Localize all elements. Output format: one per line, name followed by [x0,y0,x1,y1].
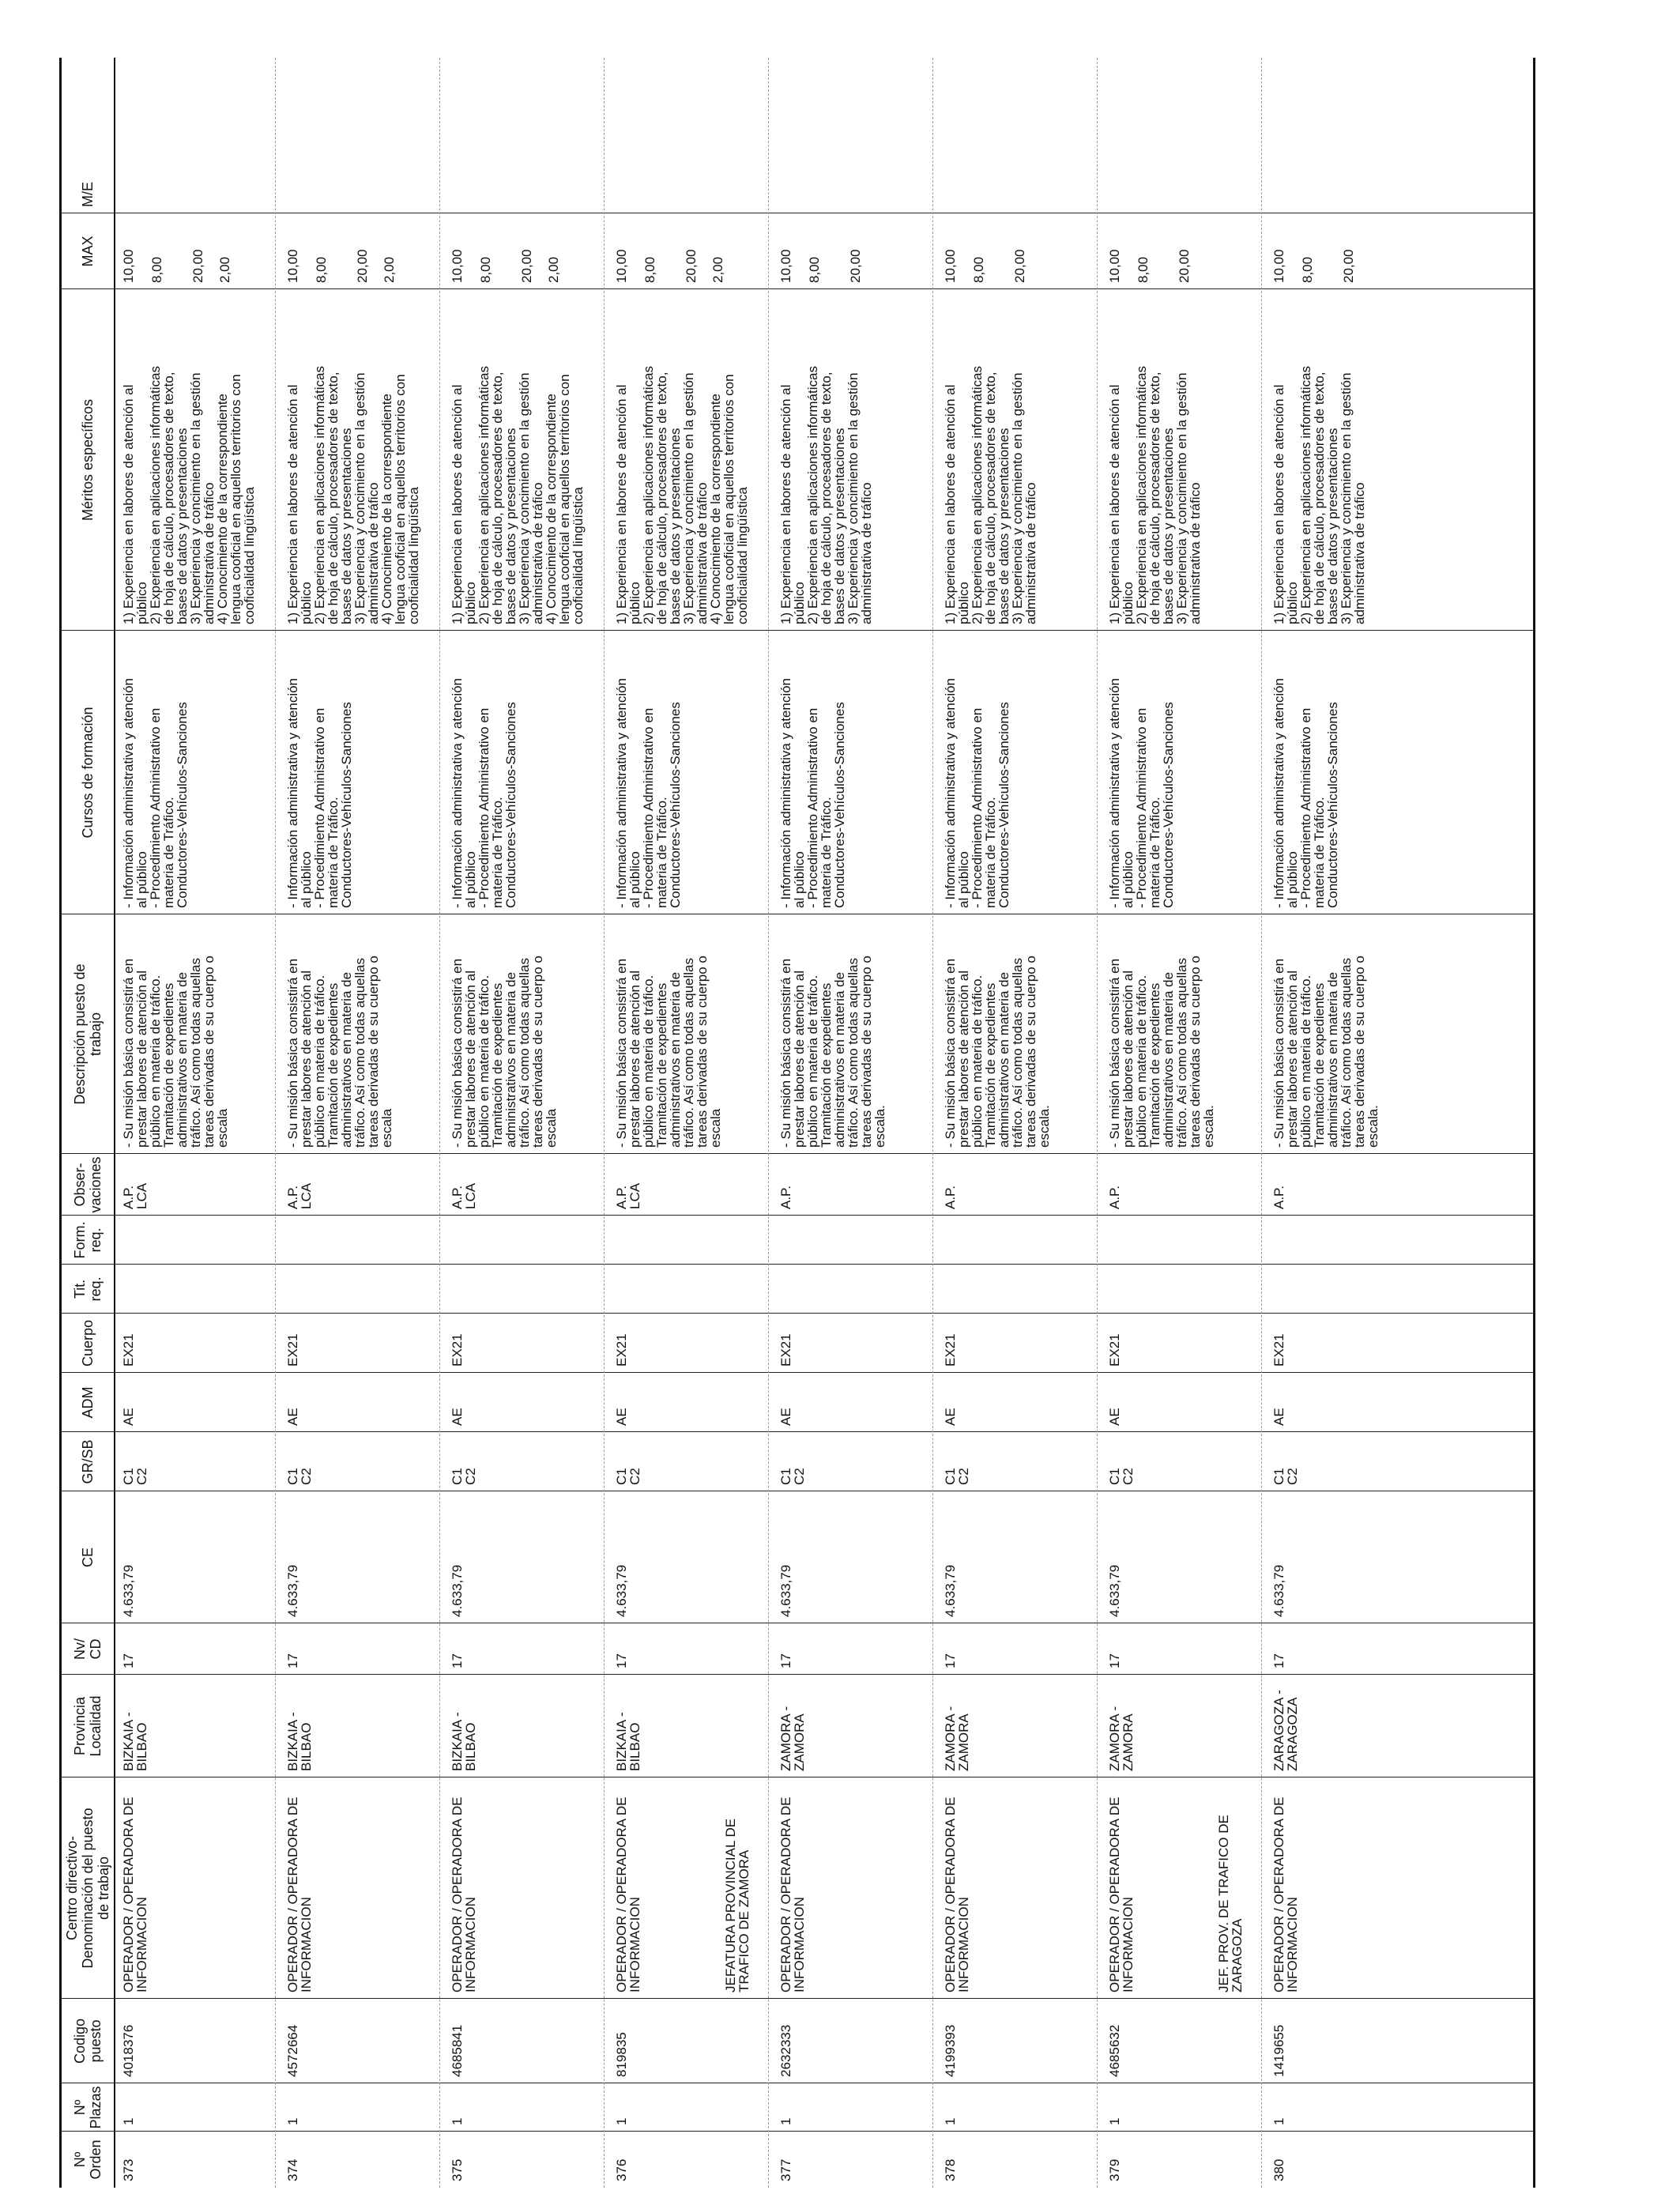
cell-meritos: 1) Experiencia en labores de atención al público 2) Experiencia en aplicaciones informáticas de hoja de cálculo, procesadores de texto, bases de datos y presentaciones 3) Experiencia y concimiento en la gestión administrativa de tráfico 4) Conocimiento de la correspondiente lengua cooficial en aquellos territorios con cooficialidad lingüística [614,366,750,624]
position-name: OPERADOR / OPERADORA DE INFORMACION [1107,1796,1136,1992]
cell-codigo: 4572664 [285,2024,300,2077]
header-obs: Obser- vaciones [72,1156,104,1213]
cell-ce: 4.633,79 [1107,1564,1122,1617]
cell-cuerpo: EX21 [778,1333,793,1367]
cell-obs: A.P. [943,1186,958,1209]
table-row [443,58,617,2188]
cell-adm: AE [1271,1408,1286,1426]
cell-orden: 376 [614,2158,629,2181]
cell-desc: - Su misión básica consistirá en prestar labores de atención al público en materia de tráfico. Tramitación de expedientes administrativos en materia de tráfico. Así como todas aquellas tareas derivadas de su cuerpo o escala. [778,956,887,1148]
positions-table [59,58,1535,2188]
max-score: 20,00 [1177,249,1192,283]
cell-centro [724,1751,806,1996]
cell-codigo: 819835 [614,2032,629,2077]
cell-plazas: 1 [285,2117,300,2125]
cell-adm: AE [1107,1408,1122,1426]
header-centro: Centro directivo- Denominación del puesto de trabajo [64,1808,111,1969]
cell-desc: - Su misión básica consistirá en prestar labores de atención al público en materia de tráfico. Tramitación de expedientes administrativos en materia de tráfico. Así como todas aquellas tareas derivadas de su cuerpo o escala [614,956,723,1148]
max-score: 10,00 [943,249,958,283]
cell-nivel: 17 [943,1653,958,1668]
cell-cuerpo: EX21 [1107,1333,1122,1367]
cell-meritos: 1) Experiencia en labores de atención al público 2) Experiencia en aplicaciones informáticas de hoja de cálculo, procesadores de texto, bases de datos y presentaciones 3) Experiencia y concimiento en la gestión administrativa de tráfico [778,366,874,624]
cell-provincia: ZAMORA - ZAMORA [1107,1706,1136,1771]
max-scores [1272,212,1414,286]
max-score: 10,00 [778,249,793,283]
max-score: 20,00 [1012,249,1027,283]
max-score: 2,00 [382,256,397,283]
cell-orden: 375 [450,2158,465,2181]
position-name: OPERADOR / OPERADORA DE INFORMACION [943,1796,971,1992]
cell-ce: 4.633,79 [943,1564,958,1617]
max-scores [450,212,593,286]
cell-grupo: C1 C2 [450,1468,478,1485]
table-row [114,58,288,2188]
cell-orden: 374 [285,2158,300,2181]
max-scores [1108,212,1250,286]
cell-nivel: 17 [778,1653,793,1668]
cell-desc: - Su misión básica consistirá en prestar labores de atención al público en materia de tráfico. Tramitación de expedientes administrativos en materia de tráfico. Así como todas aquellas tareas derivadas de su cuerpo o escala [121,956,230,1148]
cell-ce: 4.633,79 [285,1564,300,1617]
cell-cuerpo: EX21 [1271,1333,1286,1367]
max-score: 8,00 [642,256,657,283]
cell-grupo: C1 C2 [121,1468,149,1485]
max-scores [615,212,757,286]
cell-ce: 4.633,79 [121,1564,136,1617]
cell-orden: 373 [121,2158,136,2181]
table-row [936,58,1110,2188]
cell-grupo: C1 C2 [1107,1468,1136,1485]
max-scores [122,212,264,286]
max-score: 10,00 [450,249,465,283]
cell-provincia: BIZKAIA - BILBAO [285,1712,314,1771]
position-name: OPERADOR / OPERADORA DE INFORMACION [450,1796,478,1992]
header-tit: Tit. req. [72,1276,104,1302]
cell-cuerpo: EX21 [450,1333,465,1367]
cell-codigo: 4199393 [943,2024,958,2077]
cell-adm: AE [614,1408,629,1426]
cell-cursos: - Información administrativa y atención al público - Procedimiento Administrativo en materia de Tráfico. Conductores-Vehículos-Sanciones [1271,677,1340,908]
cell-obs: A.P. [1107,1186,1122,1209]
header-meritos: Méritos específicos [80,398,96,522]
max-score: 8,00 [314,256,329,283]
max-scores [944,212,1086,286]
cell-plazas: 1 [121,2117,136,2125]
cell-cursos: - Información administrativa y atención al público - Procedimiento Administrativo en materia de Tráfico. Conductores-Vehículos-Sanciones [285,677,354,908]
position-name: OPERADOR / OPERADORA DE INFORMACION [614,1796,642,1992]
row-separator [275,58,276,2188]
cell-desc: - Su misión básica consistirá en prestar labores de atención al público en materia de tráfico. Tramitación de expedientes administrativos en materia de tráfico. Así como todas aquellas tareas derivadas de su cuerpo o escala. [943,956,1052,1148]
max-score: 2,00 [546,256,561,283]
cell-ce: 4.633,79 [778,1564,793,1617]
cell-cursos: - Información administrativa y atención al público - Procedimiento Administrativo en materia de Tráfico. Conductores-Vehículos-Sanciones [1107,677,1176,908]
cell-meritos: 1) Experiencia en labores de atención al público 2) Experiencia en aplicaciones informáticas de hoja de cálculo, procesadores de texto, bases de datos y presentaciones 3) Experiencia y concimiento en la gestión administrativa de tráfico [1107,366,1203,624]
max-score: 10,00 [285,249,300,283]
cell-cursos: - Información administrativa y atención al público - Procedimiento Administrativo en materia de Tráfico. Conductores-Vehículos-Sanciones [121,677,190,908]
cell-provincia: BIZKAIA - BILBAO [450,1712,478,1771]
cell-provincia: BIZKAIA - BILBAO [614,1712,642,1771]
cell-orden: 380 [1271,2158,1286,2181]
row-separator [439,58,440,2188]
header-form: Form. req. [72,1221,104,1259]
cell-grupo: C1 C2 [1271,1468,1300,1485]
max-score: 10,00 [1107,249,1122,283]
cell-adm: AE [450,1408,465,1426]
cell-meritos: 1) Experiencia en labores de atención al público 2) Experiencia en aplicaciones informáticas de hoja de cálculo, procesadores de texto, bases de datos y presentaciones 3) Experiencia y concimiento en la gestión administrativa de tráfico [1271,366,1367,624]
cell-ce: 4.633,79 [1271,1564,1286,1617]
cell-plazas: 1 [614,2117,629,2125]
cell-centro [615,1751,642,1996]
cell-obs: A.P. LCA [121,1182,149,1209]
max-score: 20,00 [519,249,534,283]
header-codigo: Codigo puesto [72,2018,104,2064]
position-name: OPERADOR / OPERADORA DE INFORMACION [285,1796,314,1992]
cell-meritos: 1) Experiencia en labores de atención al público 2) Experiencia en aplicaciones informáticas de hoja de cálculo, procesadores de texto, bases de datos y presentaciones 3) Experiencia y concimiento en la gestión administrativa de tráfico 4) Conocimiento de la correspondiente lengua cooficial en aquellos territorios con cooficialidad lingüística [285,366,421,624]
cell-meritos: 1) Experiencia en labores de atención al público 2) Experiencia en aplicaciones informáticas de hoja de cálculo, procesadores de texto, bases de datos y presentaciones 3) Experiencia y concimiento en la gestión administrativa de tráfico 4) Conocimiento de la correspondiente lengua cooficial en aquellos territorios con cooficialidad lingüística [450,366,586,624]
cell-centro [122,1751,149,1996]
cell-grupo: C1 C2 [943,1468,971,1485]
cell-plazas: 1 [450,2117,465,2125]
cell-nivel: 17 [285,1653,300,1668]
position-name: OPERADOR / OPERADORA DE INFORMACION [778,1796,807,1992]
cell-cursos: - Información administrativa y atención al público - Procedimiento Administrativo en materia de Tráfico. Conductores-Vehículos-Sanciones [450,677,518,908]
max-score: 2,00 [710,256,725,283]
cell-adm: AE [943,1408,958,1426]
cell-cuerpo: EX21 [285,1333,300,1367]
header-cursos: Cursos de formación [80,707,96,839]
table-row [278,58,453,2188]
row-separator [604,58,605,2188]
header-max: MAX [80,236,96,267]
cell-provincia: ZAMORA - ZAMORA [778,1706,807,1771]
cell-codigo: 4018376 [121,2024,136,2077]
cell-obs: A.P. LCA [285,1182,314,1209]
cell-ce: 4.633,79 [614,1564,629,1617]
cell-obs: A.P. LCA [450,1182,478,1209]
row-separator [1097,58,1098,2188]
cell-obs: A.P. [778,1186,793,1209]
cell-centro [286,1751,313,1996]
header-plazas: Nº Plazas [72,2086,104,2129]
max-score: 10,00 [614,249,629,283]
cell-orden: 378 [943,2158,958,2181]
cell-grupo: C1 C2 [614,1468,642,1485]
cell-provincia: BIZKAIA - BILBAO [121,1712,149,1771]
cell-meritos: 1) Experiencia en labores de atención al público 2) Experiencia en aplicaciones informáticas de hoja de cálculo, procesadores de texto, bases de datos y presentaciones 3) Experiencia y concimiento en la gestión administrativa de tráfico [943,366,1038,624]
max-score: 2,00 [217,256,232,283]
header-ce: CE [80,1547,96,1568]
cell-cuerpo: EX21 [614,1333,629,1367]
cell-provincia: ZARAGOZA - ZARAGOZA [1271,1690,1300,1771]
max-score: 10,00 [121,249,136,283]
cell-plazas: 1 [778,2117,793,2125]
max-score: 20,00 [684,249,699,283]
cell-codigo: 2632333 [778,2024,793,2077]
cell-adm: AE [285,1408,300,1426]
cell-centro [944,1751,970,1996]
centro-group-label: JEF. PROV. DE TRAFICO DE ZARAGOZA [1216,1815,1245,1992]
cell-codigo: 4685632 [1107,2024,1122,2077]
header-provincia: Provincia Localidad [72,1695,104,1757]
cell-nivel: 17 [121,1653,136,1668]
cell-meritos: 1) Experiencia en labores de atención al público 2) Experiencia en aplicaciones informáticas de hoja de cálculo, procesadores de texto, bases de datos y presentaciones 3) Experiencia y concimiento en la gestión administrativa de tráfico 4) Conocimiento de la correspondiente lengua cooficial en aquellos territorios con cooficialidad lingüística [121,366,257,624]
table-header [62,58,115,2188]
cell-cuerpo: EX21 [943,1333,958,1367]
cell-plazas: 1 [1271,2117,1286,2125]
cell-codigo: 1419655 [1271,2024,1286,2077]
cell-adm: AE [121,1408,136,1426]
cell-plazas: 1 [943,2117,958,2125]
header-cuerpo: Cuerpo [80,1319,96,1367]
cell-orden: 379 [1107,2158,1122,2181]
header-adm: ADM [80,1386,96,1419]
header-grupo: GR/SB [80,1439,96,1484]
cell-cuerpo: EX21 [121,1333,136,1367]
table-row [723,58,946,2188]
table-row [1216,58,1439,2188]
max-scores [779,212,921,286]
header-nivel: Nv/ CD [72,1638,104,1660]
cell-desc: - Su misión básica consistirá en prestar labores de atención al público en materia de tráfico. Tramitación de expedientes administrativos en materia de tráfico. Así como todas aquellas tareas derivadas de su cuerpo o escala [450,956,559,1148]
max-score: 20,00 [355,249,370,283]
cell-cursos: - Información administrativa y atención al público - Procedimiento Administrativo en materia de Tráfico. Conductores-Vehículos-Sanciones [614,677,683,908]
cell-desc: - Su misión básica consistirá en prestar labores de atención al público en materia de tráfico. Tramitación de expedientes administrativos en materia de tráfico. Así como todas aquellas tareas derivadas de su cuerpo o escala. [1107,956,1216,1148]
max-score: 8,00 [971,256,986,283]
max-score: 8,00 [149,256,164,283]
centro-group-label: JEFATURA PROVINCIAL DE TRAFICO DE ZAMORA [723,1818,751,1992]
cell-orden: 377 [778,2158,793,2181]
max-score: 20,00 [848,249,863,283]
max-score: 8,00 [1136,256,1151,283]
max-score: 8,00 [807,256,822,283]
max-score: 20,00 [190,249,205,283]
cell-grupo: C1 C2 [778,1468,807,1485]
row-separator [932,58,933,2188]
cell-centro [1108,1751,1135,1996]
max-score: 10,00 [1271,249,1286,283]
cell-desc: - Su misión básica consistirá en prestar labores de atención al público en materia de tráfico. Tramitación de expedientes administrativos en materia de tráfico. Así como todas aquellas tareas derivadas de su cuerpo o escala. [1271,956,1381,1148]
cell-obs: A.P. [1271,1186,1286,1209]
max-score: 8,00 [1300,256,1315,283]
cell-centro [450,1751,477,1996]
cell-cursos: - Información administrativa y atención al público - Procedimiento Administrativo en materia de Tráfico. Conductores-Vehículos-Sanciones [778,677,847,908]
cell-codigo: 4685841 [450,2024,465,2077]
cell-nivel: 17 [1107,1653,1122,1668]
cell-desc: - Su misión básica consistirá en prestar labores de atención al público en materia de tráfico. Tramitación de expedientes administrativos en materia de tráfico. Así como todas aquellas tareas derivadas de su cuerpo o escala [285,956,394,1148]
header-me: M/E [80,182,96,208]
cell-grupo: C1 C2 [285,1468,314,1485]
cell-cursos: - Información administrativa y atención al público - Procedimiento Administrativo en materia de Tráfico. Conductores-Vehículos-Sanciones [943,677,1011,908]
position-name: OPERADOR / OPERADORA DE INFORMACION [1271,1796,1300,1992]
max-scores [286,212,428,286]
position-name: OPERADOR / OPERADORA DE INFORMACION [121,1796,149,1992]
cell-nivel: 17 [614,1653,629,1668]
cell-obs: A.P. LCA [614,1182,642,1209]
cell-provincia: ZAMORA - ZAMORA [943,1706,971,1771]
cell-nivel: 17 [450,1653,465,1668]
cell-nivel: 17 [1271,1653,1286,1668]
header-orden: Nº Orden [72,2139,104,2180]
header-desc: Descripción puesto de trabajo [72,963,104,1105]
max-score: 8,00 [478,256,493,283]
cell-centro [1217,1751,1299,1996]
cell-ce: 4.633,79 [450,1564,465,1617]
max-score: 20,00 [1341,249,1356,283]
cell-plazas: 1 [1107,2117,1122,2125]
cell-adm: AE [778,1408,793,1426]
